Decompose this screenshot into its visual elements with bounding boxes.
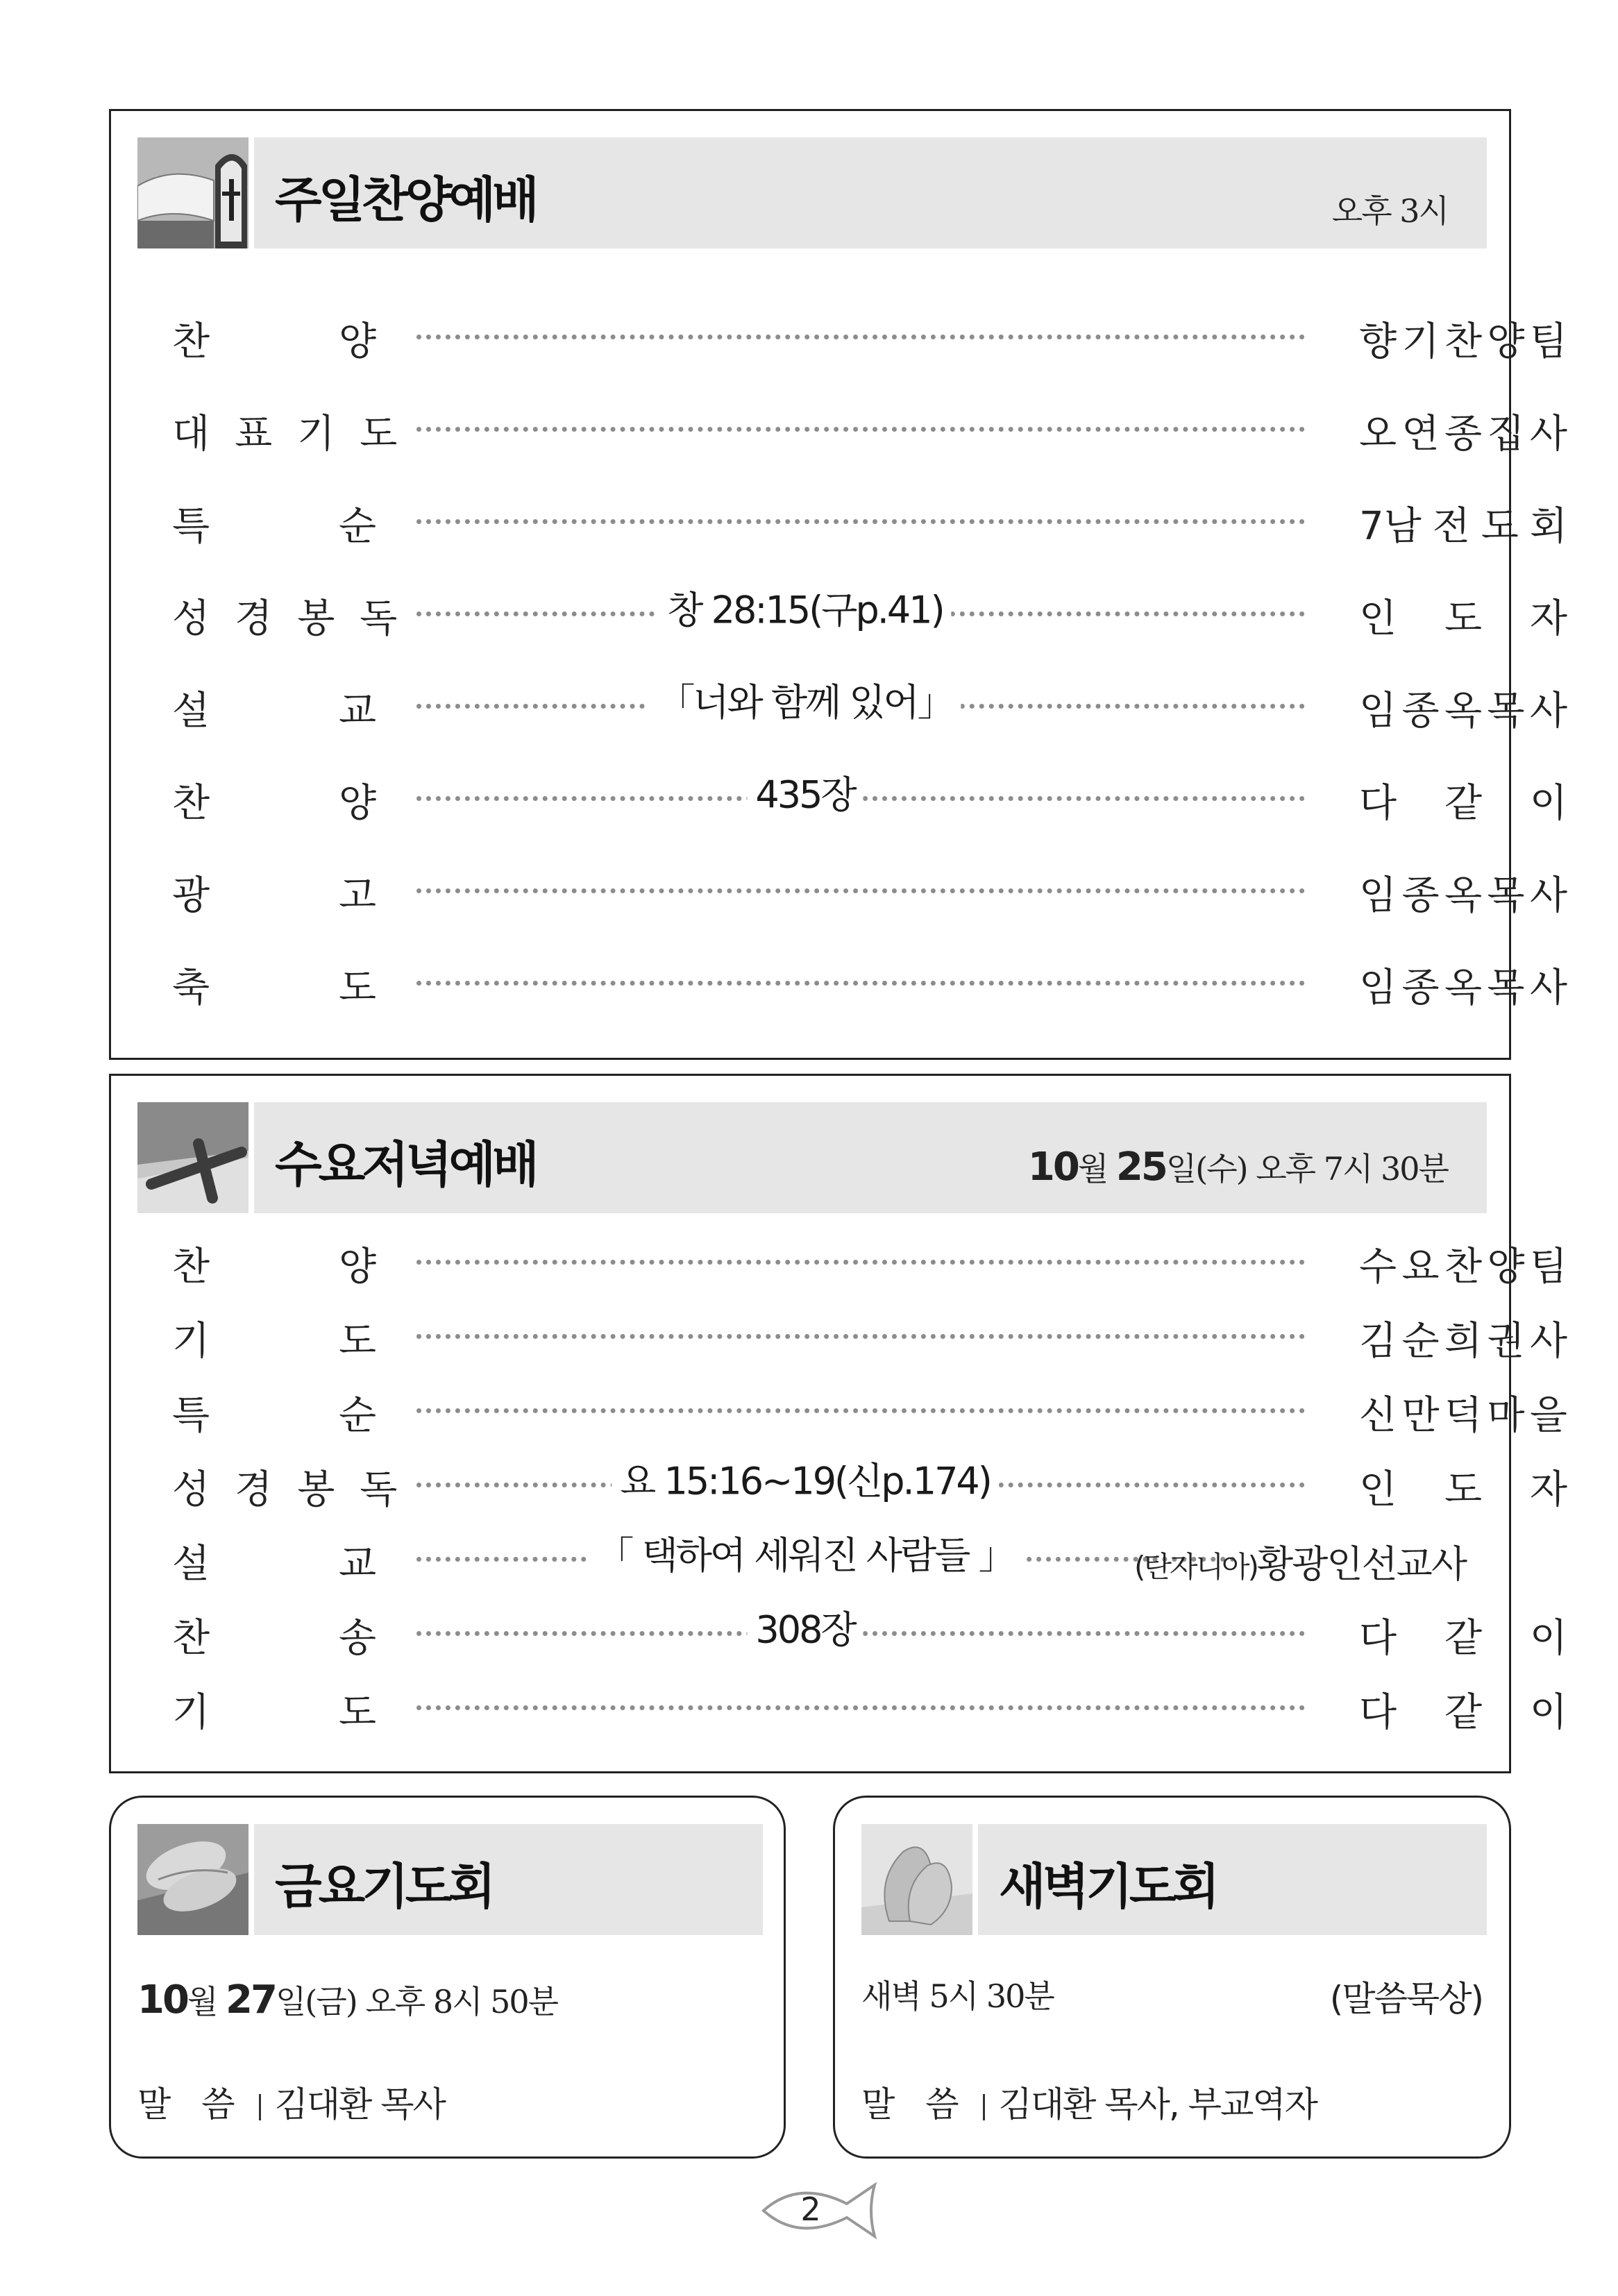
section-title: 새벽기도회 — [999, 1858, 1217, 1915]
sunday-program-list — [111, 111, 1567, 1058]
date-day: 27 — [226, 1977, 276, 2023]
leader-char: 이 — [1529, 1616, 1567, 1661]
leader-char: 이 — [1529, 1690, 1567, 1735]
program-item-detail: 「너와 함께 있어」 — [649, 673, 961, 727]
leader-char: 옥 — [1444, 873, 1483, 918]
speaker-label: 말 씀 — [137, 2084, 245, 2125]
label-char: 기 — [172, 1690, 210, 1735]
program-item-label — [172, 1459, 423, 1512]
leader-char: 다 — [1359, 781, 1397, 826]
leader-char: 임 — [1359, 873, 1397, 918]
leader-char: 같 — [1444, 1616, 1483, 1661]
label-text: 성경봉독 — [172, 596, 423, 641]
program-item-leader — [1359, 680, 1567, 736]
program-item-leader — [1359, 403, 1567, 459]
divider — [983, 2094, 985, 2120]
leader-char: 목 — [1487, 689, 1525, 734]
leader-char: 도 — [1444, 1467, 1483, 1512]
program-item-leader — [1359, 1310, 1567, 1366]
leader-char: 종 — [1444, 412, 1483, 457]
leader-char: 종 — [1401, 873, 1440, 918]
program-row — [111, 584, 1567, 641]
page-title: 주일찬양예배 — [275, 171, 536, 228]
leader-char: 옥 — [1444, 965, 1483, 1011]
leader-char: 도 — [1444, 596, 1483, 641]
program-item-label — [172, 865, 380, 918]
program-row — [111, 491, 1567, 549]
label-char: 양 — [339, 319, 377, 364]
leader-char: 순 — [1401, 1319, 1440, 1364]
program-item-leader — [1134, 1535, 1466, 1588]
leader-char: 옥 — [1444, 689, 1483, 734]
program-item-label — [172, 1236, 380, 1290]
label-char: 교 — [339, 1542, 377, 1587]
label-char: 고 — [339, 873, 377, 918]
leader-char: 자 — [1529, 1467, 1567, 1512]
leader-char: 신 — [1359, 1393, 1397, 1438]
program-item-label — [172, 1385, 380, 1438]
date-month: 10 — [137, 1977, 187, 2023]
program-row — [111, 1306, 1567, 1364]
program-item-label — [172, 773, 380, 826]
program-row — [111, 1455, 1567, 1512]
program-row — [111, 861, 1567, 918]
label-char: 찬 — [172, 1244, 210, 1290]
label-char: 찬 — [172, 319, 210, 364]
leader-char: 권 — [1487, 1319, 1525, 1364]
label-char: 축 — [172, 965, 210, 1011]
dotted-leader — [416, 981, 1305, 986]
dotted-leader — [416, 427, 1305, 432]
program-item-label — [172, 496, 380, 549]
dotted-leader — [416, 335, 1305, 339]
speaker-name: 김대환 목사, 부교역자 — [998, 2084, 1317, 2125]
leader-char: 팀 — [1529, 319, 1567, 364]
program-item-leader — [1359, 1459, 1567, 1514]
program-item-label — [172, 403, 423, 457]
page-number: 2 — [800, 2191, 821, 2228]
time-month: 10 — [1027, 1145, 1078, 1190]
leader-char: 7남 — [1359, 504, 1422, 549]
program-row — [111, 953, 1567, 1011]
service-time: 오후 3시 — [1331, 192, 1448, 230]
leader-char: 다 — [1359, 1616, 1397, 1661]
program-item-leader — [1359, 311, 1567, 366]
section-title: 금요기도회 — [275, 1858, 493, 1915]
section-title: 수요저녁예배 — [275, 1136, 536, 1193]
label-char: 찬 — [172, 1616, 210, 1661]
leader-char: 팀 — [1529, 1244, 1567, 1290]
leader-char: 종 — [1401, 689, 1440, 734]
leader-prefix: (탄자니아) — [1134, 1550, 1258, 1584]
leader-char: 양 — [1487, 1244, 1525, 1290]
leader-char: 도 — [1481, 504, 1519, 549]
date-rest: 일(금) 오후 8시 50분 — [275, 1983, 558, 2020]
sunday-service-box — [109, 109, 1567, 1060]
dawn-note — [1330, 1971, 1483, 2021]
speaker-name: 김대환 목사 — [274, 2084, 445, 2125]
wednesday-service-box — [109, 1074, 1567, 1773]
program-row — [111, 768, 1567, 826]
program-item-leader — [1359, 588, 1567, 643]
leader-char: 목 — [1487, 873, 1525, 918]
program-row — [111, 676, 1567, 734]
leader-char: 사 — [1529, 412, 1567, 457]
leader-char: 기 — [1401, 319, 1440, 364]
leader-char: 목 — [1487, 965, 1525, 1011]
leader-char: 임 — [1359, 689, 1397, 734]
speaker-label: 말 씀 — [861, 2084, 969, 2125]
leader-char: 양 — [1487, 319, 1525, 364]
friday-date-time — [137, 1977, 557, 2023]
label-char: 양 — [339, 1244, 377, 1290]
program-item-label — [172, 680, 380, 734]
page-number-badge — [757, 2179, 882, 2242]
leader-char: 수 — [1359, 1244, 1397, 1290]
program-row — [111, 1678, 1567, 1735]
leader-char: 찬 — [1444, 1244, 1483, 1290]
folded-hands-icon — [861, 1824, 972, 1935]
program-row — [111, 399, 1567, 457]
program-item-label — [172, 588, 423, 641]
label-char: 광 — [172, 873, 210, 918]
label-char: 찬 — [172, 781, 210, 826]
dotted-leader — [416, 1705, 1305, 1710]
program-item-leader — [1359, 1682, 1567, 1737]
dawn-speaker — [861, 2077, 1317, 2127]
label-char: 특 — [172, 1393, 210, 1438]
label-char: 순 — [339, 1393, 377, 1438]
label-char: 교 — [339, 689, 377, 734]
label-char: 특 — [172, 504, 210, 549]
leader-char: 회 — [1529, 504, 1567, 549]
dawn-note-text: (말씀묵상) — [1329, 1979, 1483, 2019]
program-item-leader — [1359, 1607, 1567, 1663]
label-char: 도 — [339, 965, 377, 1011]
label-text: 성경봉독 — [172, 1467, 423, 1512]
leader-char: 덕 — [1444, 1393, 1483, 1438]
leader-char: 임 — [1359, 965, 1397, 1011]
leader-char: 사 — [1529, 965, 1567, 1011]
program-item-leader — [1359, 773, 1567, 828]
program-row — [111, 307, 1567, 364]
dotted-leader — [416, 519, 1305, 524]
label-char: 기 — [172, 1319, 210, 1364]
program-item-leader — [1359, 1236, 1567, 1292]
leader-char: 전 — [1432, 504, 1470, 549]
leader-char: 같 — [1444, 1690, 1483, 1735]
program-item-label — [172, 1607, 380, 1661]
leader-char: 인 — [1359, 596, 1397, 641]
leader-char: 요 — [1401, 1244, 1440, 1290]
dotted-leader — [416, 1260, 1305, 1265]
label-char: 도 — [339, 1319, 377, 1364]
leader-char: 희 — [1444, 1319, 1483, 1364]
dawn-time — [861, 1971, 1054, 2017]
leader-char: 이 — [1529, 781, 1567, 826]
leader-char: 다 — [1359, 1690, 1397, 1735]
program-row — [111, 1381, 1567, 1438]
dotted-leader — [416, 1408, 1305, 1413]
program-item-label — [172, 311, 380, 364]
leader-char: 향 — [1359, 319, 1397, 364]
praying-hands-icon — [137, 1824, 248, 1935]
dawn-prayer-box — [833, 1796, 1511, 2159]
program-item-leader — [1359, 865, 1567, 920]
leader-char: 마 — [1487, 1393, 1525, 1438]
program-item-detail: 창 28:15(구p.41) — [659, 581, 951, 634]
program-item-detail: 요 15:16~19(신p.174) — [612, 1452, 999, 1505]
program-row — [111, 1529, 1509, 1585]
program-item-detail: 308장 — [747, 1601, 863, 1654]
leader-char: 사 — [1529, 689, 1567, 734]
leader-char: 집 — [1487, 412, 1525, 457]
leader-name: 황광인선교사 — [1257, 1542, 1466, 1586]
leader-char: 만 — [1401, 1393, 1440, 1438]
time-day: 25 — [1115, 1145, 1166, 1190]
leader-char: 김 — [1359, 1319, 1397, 1364]
program-item-leader — [1359, 1385, 1567, 1440]
program-row — [111, 1603, 1567, 1661]
program-item-label — [172, 1533, 380, 1587]
time-month-unit: 월 — [1077, 1150, 1116, 1188]
wednesday-program-list — [111, 1076, 1567, 1771]
friday-speaker — [137, 2077, 445, 2127]
label-char: 설 — [172, 1542, 210, 1587]
program-item-leader — [1359, 496, 1567, 551]
leader-char: 오 — [1359, 412, 1397, 457]
leader-char: 연 — [1401, 412, 1440, 457]
label-char: 순 — [339, 504, 377, 549]
leader-char: 자 — [1529, 596, 1567, 641]
dawn-time-text: 새벽 5시 30분 — [861, 1977, 1054, 2015]
leader-char: 찬 — [1444, 319, 1483, 364]
friday-prayer-box — [109, 1796, 786, 2159]
label-text: 대표기도 — [172, 412, 423, 457]
dotted-leader — [416, 1334, 1305, 1339]
label-char: 송 — [339, 1616, 377, 1661]
label-char: 설 — [172, 689, 210, 734]
program-item-leader — [1359, 957, 1567, 1013]
program-item-label — [172, 957, 380, 1011]
label-char: 양 — [339, 781, 377, 826]
time-rest: 일(수) 오후 7시 30분 — [1165, 1150, 1448, 1188]
leader-char: 인 — [1359, 1467, 1397, 1512]
leader-char: 종 — [1401, 965, 1440, 1011]
leader-char: 을 — [1529, 1393, 1567, 1438]
leader-char: 같 — [1444, 781, 1483, 826]
dotted-leader — [416, 888, 1305, 893]
divider — [259, 2094, 261, 2120]
program-item-label — [172, 1310, 380, 1364]
program-item-label — [172, 1682, 380, 1735]
leader-char: 사 — [1529, 1319, 1567, 1364]
program-item-detail: 435장 — [747, 766, 863, 819]
date-month-unit: 월 — [187, 1983, 226, 2020]
leader-char: 사 — [1529, 873, 1567, 918]
label-char: 도 — [339, 1690, 377, 1735]
program-row — [111, 1232, 1567, 1290]
program-item-detail: 「 택하여 세워진 사람들 」 — [588, 1526, 1022, 1580]
